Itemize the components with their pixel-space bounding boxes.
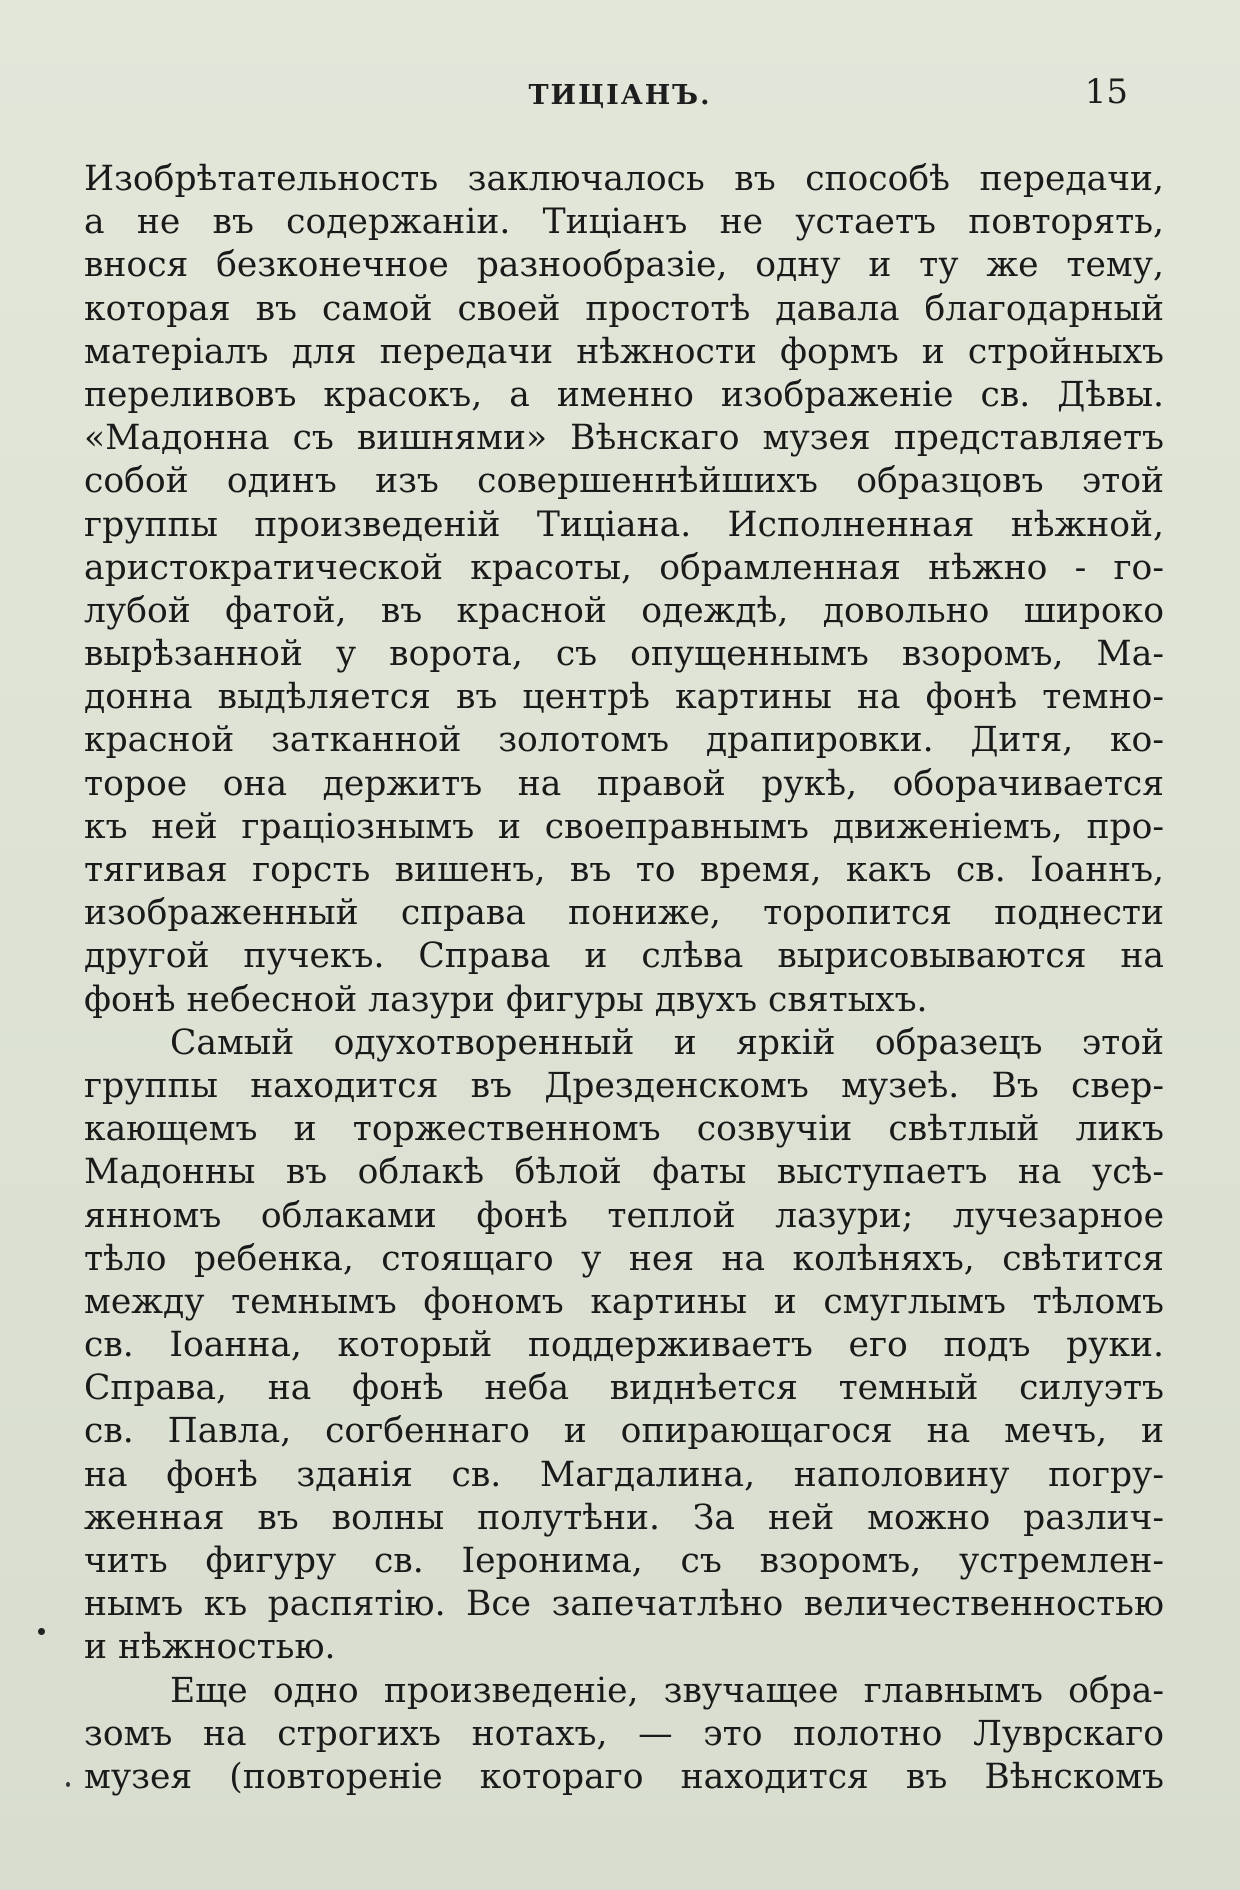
paragraph (84, 1022, 1164, 1670)
text-line: переливовъ красокъ, а именно изображеніе св. Дѣвы. (84, 374, 1164, 415)
ink-speck (38, 1628, 45, 1635)
text-line: Справа, на фонѣ неба виднѣется темный силуэтъ (84, 1368, 1164, 1409)
text-line: Мадонны въ облакѣ бѣлой фаты выступаетъ на усѣ- (84, 1152, 1164, 1193)
ink-speck (66, 1782, 70, 1787)
text-line: торое она держитъ на правой рукѣ, оборачивается (84, 763, 1164, 804)
text-line: другой пучекъ. Справа и слѣва вырисовываются на (84, 936, 1164, 977)
text-line: и нѣжностью. (84, 1627, 336, 1668)
running-head (0, 72, 1240, 122)
text-line: зомъ на строгихъ нотахъ, — это полотно Луврскаго (84, 1713, 1164, 1754)
text-line: на фонѣ зданія св. Магдалина, наполовину погру- (84, 1454, 1164, 1495)
text-line: матеріалъ для передачи нѣжности формъ и стройныхъ (84, 331, 1164, 372)
text-line: къ ней граціознымъ и своеправнымъ движеніемъ, про- (84, 806, 1164, 847)
text-line: Еще одно произведеніе, звучащее главнымъ обра- (170, 1670, 1164, 1711)
text-line: тѣло ребенка, стоящаго у нея на колѣняхъ, свѣтится (84, 1238, 1164, 1279)
text-line: св. Павла, согбеннаго и опирающагося на мечъ, и (84, 1411, 1164, 1452)
paragraph (84, 158, 1164, 1022)
text-line: кающемъ и торжественномъ созвучіи свѣтлый ликъ (84, 1109, 1164, 1150)
text-line: собой одинъ изъ совершеннѣйшихъ образцовъ этой (84, 461, 1164, 502)
text-line: группы находится въ Дрезденскомъ музеѣ. Въ свер- (84, 1065, 1164, 1106)
text-line: нымъ къ распятію. Все запечатлѣно величественностью (84, 1584, 1164, 1625)
text-line: чить фигуру св. Іеронима, съ взоромъ, устремлен- (84, 1541, 1164, 1581)
text-line: группы произведеній Тиціана. Исполненная нѣжной, (84, 504, 1164, 545)
text-line: которая въ самой своей простотѣ давала благодарный (84, 288, 1164, 329)
text-line: донна выдѣляется въ центрѣ картины на фонѣ темно- (84, 677, 1164, 718)
body-text (84, 158, 1164, 1799)
text-line: вырѣзанной у ворота, съ опущеннымъ взоромъ, Ма- (84, 634, 1164, 675)
text-line: «Мадонна съ вишнями» Вѣнскаго музея представляетъ (84, 418, 1164, 459)
text-line: тягивая горсть вишенъ, въ то время, какъ св. Іоаннъ, (84, 850, 1164, 890)
text-line: св. Іоанна, который поддерживаетъ его подъ руки. (84, 1325, 1164, 1366)
text-line: лубой фатой, въ красной одеждѣ, довольно широко (84, 590, 1164, 631)
text-line: женная въ волны полутѣни. За ней можно различ- (84, 1497, 1164, 1538)
text-line: внося безконечное разнообразіе, одну и ту же тему, (84, 245, 1164, 286)
page-number: 15 (1084, 72, 1128, 112)
text-line: фонѣ небесной лазури фигуры двухъ святыхъ. (84, 979, 928, 1020)
text-line: красной затканной золотомъ драпировки. Дитя, ко- (84, 720, 1164, 761)
paragraph (84, 1670, 1164, 1800)
text-line: Изобрѣтательность заключалось въ способѣ передачи, (84, 159, 1164, 199)
text-line: аристократической красоты, обрамленная нѣжно - го- (84, 547, 1164, 588)
text-line: а не въ содержаніи. Тиціанъ не устаетъ повторять, (84, 202, 1164, 243)
text-line: янномъ облаками фонѣ теплой лазури; лучезарное (84, 1195, 1164, 1236)
running-title: ТИЦІАНЪ. (528, 80, 712, 111)
text-line: Самый одухотворенный и яркій образецъ этой (170, 1022, 1164, 1063)
text-line: музея (повтореніе котораго находится въ Вѣнскомъ (84, 1756, 1164, 1797)
text-line: между темнымъ фономъ картины и смуглымъ тѣломъ (84, 1281, 1164, 1322)
text-line: изображенный справа пониже, торопится поднести (84, 893, 1164, 934)
